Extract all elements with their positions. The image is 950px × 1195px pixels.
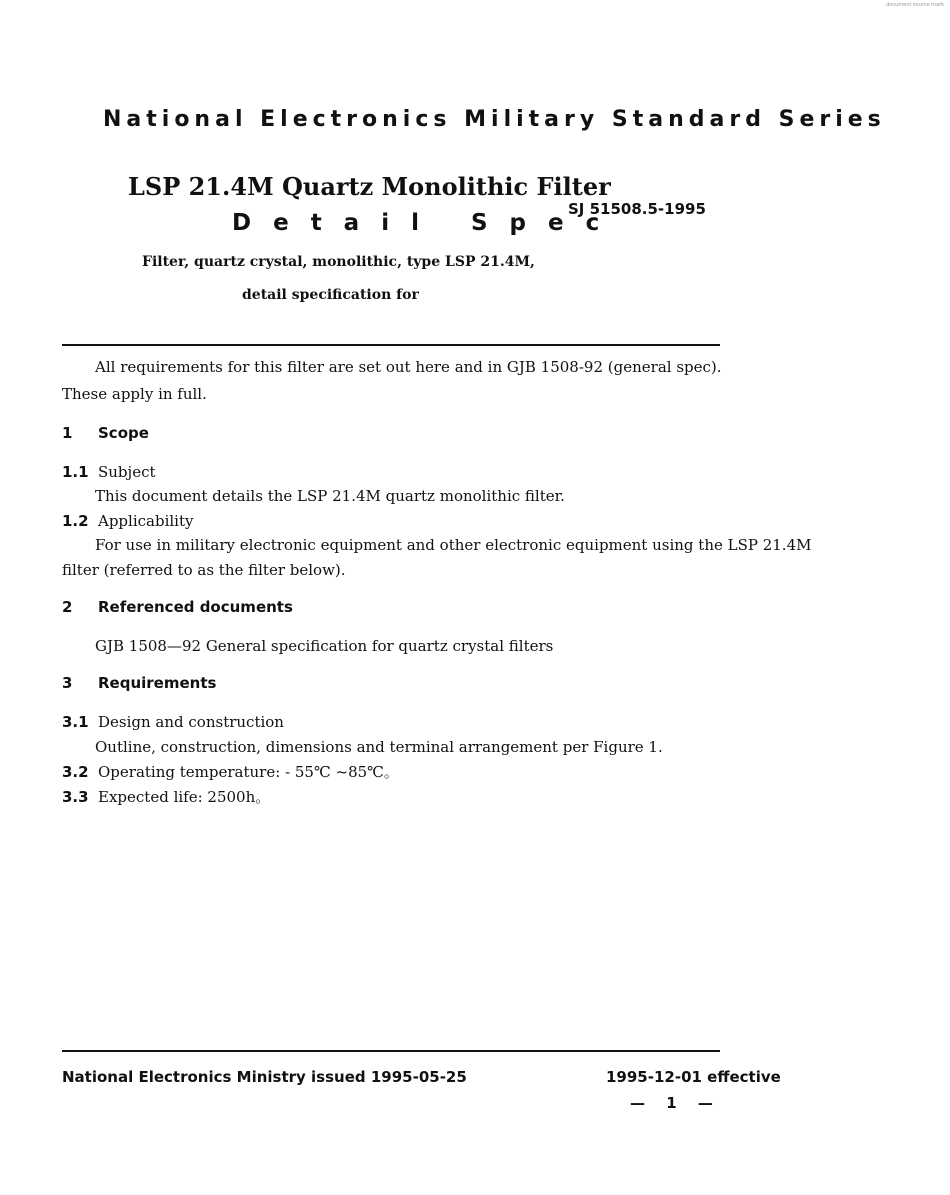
page-number: — 1 — <box>630 1094 721 1112</box>
english-title-line1: Filter, quartz crystal, monolithic, type LSP 21.4M, <box>142 254 535 270</box>
effective-date: 1995-12-01 effective <box>606 1068 781 1086</box>
source-watermark: document source mark <box>886 2 944 8</box>
section-title: Requirements <box>98 674 217 692</box>
section-1-2-heading <box>62 511 193 531</box>
section-1-1-heading <box>62 462 156 482</box>
section-number: 3 <box>62 674 73 692</box>
section-number: 3.2 <box>62 763 89 781</box>
section-number: 3.1 <box>62 713 89 731</box>
standard-code: SJ 51508.5-1995 <box>568 200 706 218</box>
section-3-1-heading <box>62 712 284 732</box>
intro-line1: All requirements for this filter are set out here and in GJB 1508-92 (general spec). <box>95 358 722 376</box>
bottom-divider <box>62 1050 720 1052</box>
section-1-2-text-line2: filter (referred to as the filter below). <box>62 561 346 579</box>
referenced-document: GJB 1508—92 General specification for quartz crystal filters <box>95 637 554 655</box>
issue-statement: National Electronics Ministry issued 1995-05-25 <box>62 1068 467 1086</box>
section-number: 1.2 <box>62 512 89 530</box>
section-title: Referenced documents <box>98 598 293 616</box>
section-title: Design and construction <box>98 713 284 731</box>
english-title-line2: detail specification for <box>242 287 419 303</box>
document-title: LSP 21.4M Quartz Monolithic Filter <box>128 172 611 201</box>
section-3-3 <box>62 787 270 807</box>
section-2-heading <box>62 598 293 616</box>
section-1-heading <box>62 424 149 442</box>
top-divider <box>62 344 720 346</box>
section-title: Subject <box>98 463 156 481</box>
section-title: Applicability <box>98 512 194 530</box>
standard-header: National Electronics Military Standard Series <box>103 107 886 132</box>
section-number: 1.1 <box>62 463 89 481</box>
section-text: Expected life: 2500h。 <box>98 788 271 806</box>
section-1-2-text-line1: For use in military electronic equipment and other electronic equipment using the LSP 21.4M <box>95 536 812 554</box>
section-number: 1 <box>62 424 73 442</box>
section-text: Operating temperature: - 55℃ ~85℃。 <box>98 763 399 781</box>
section-number: 2 <box>62 598 73 616</box>
section-3-1-text: Outline, construction, dimensions and terminal arrangement per Figure 1. <box>95 738 663 756</box>
section-number: 3.3 <box>62 788 89 806</box>
intro-line2: These apply in full. <box>62 385 207 403</box>
section-1-1-text: This document details the LSP 21.4M quartz monolithic filter. <box>95 487 565 505</box>
section-3-heading <box>62 674 216 692</box>
section-title: Scope <box>98 424 149 442</box>
document-subtitle: Detail Spec <box>232 210 622 236</box>
section-3-2 <box>62 762 399 782</box>
